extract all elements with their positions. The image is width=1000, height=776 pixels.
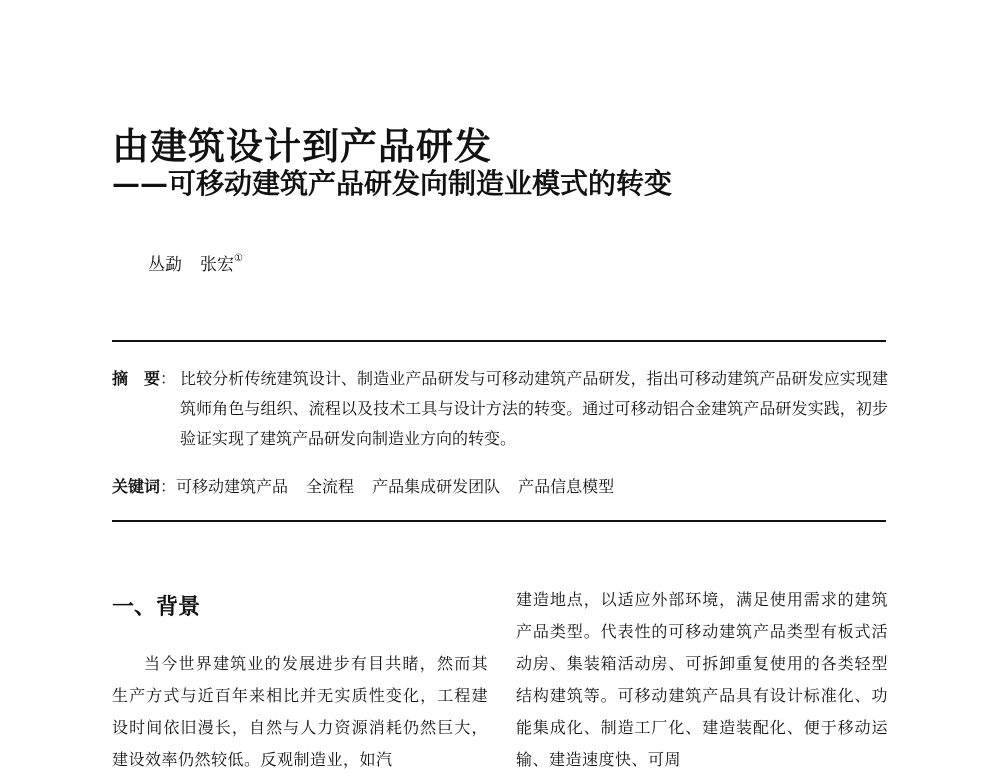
author-name: 张宏 <box>200 255 234 275</box>
keyword: 可移动建筑产品 <box>176 477 289 496</box>
footnote-marker: ① <box>234 253 243 265</box>
body-column-right: 建造地点，以适应外部环境，满足使用需求的建筑产品类型。代表性的可移动建筑产品类型有板式活动房、集装箱活动房、可拆卸重复使用的各类轻型结构建筑等。可移动建筑产品具有设计标准化、功能集成化、制造工厂化、建造装配化、便于移动运输、建造速度快、可周 <box>516 590 888 769</box>
body-column-left: 当今世界建筑业的发展进步有目共睹，然而其生产方式与近百年来相比并无实质性变化，工程建设时间依旧漫长，自然与人力资源消耗仍然巨大，建设效率仍然较低。反观制造业，如汽 <box>112 654 488 769</box>
paper-subtitle: ——可移动建筑产品研发向制造业模式的转变 <box>112 167 673 200</box>
keyword: 产品集成研发团队 <box>372 477 501 496</box>
top-divider <box>112 340 886 342</box>
section-heading: 一、背景 <box>112 594 201 620</box>
bottom-divider <box>112 520 886 522</box>
authors <box>148 250 243 275</box>
keywords <box>112 474 632 497</box>
keywords-label: 关键词： <box>112 477 177 496</box>
author-name: 丛勐 <box>148 255 182 275</box>
keyword: 全流程 <box>306 477 355 496</box>
keyword: 产品信息模型 <box>518 477 615 496</box>
abstract-label: 摘 要： <box>112 369 177 388</box>
paper-title: 由建筑设计到产品研发 <box>112 124 492 168</box>
abstract-text: 比较分析传统建筑设计、制造业产品研发与可移动建筑产品研发，指出可移动建筑产品研发应实现建筑师角色与组织、流程以及技术工具与设计方法的转变。通过可移动铝合金建筑产品研发实践，初步验证实现了建筑产品研发向制造业方向的转变。 <box>180 369 888 448</box>
abstract <box>112 364 888 454</box>
